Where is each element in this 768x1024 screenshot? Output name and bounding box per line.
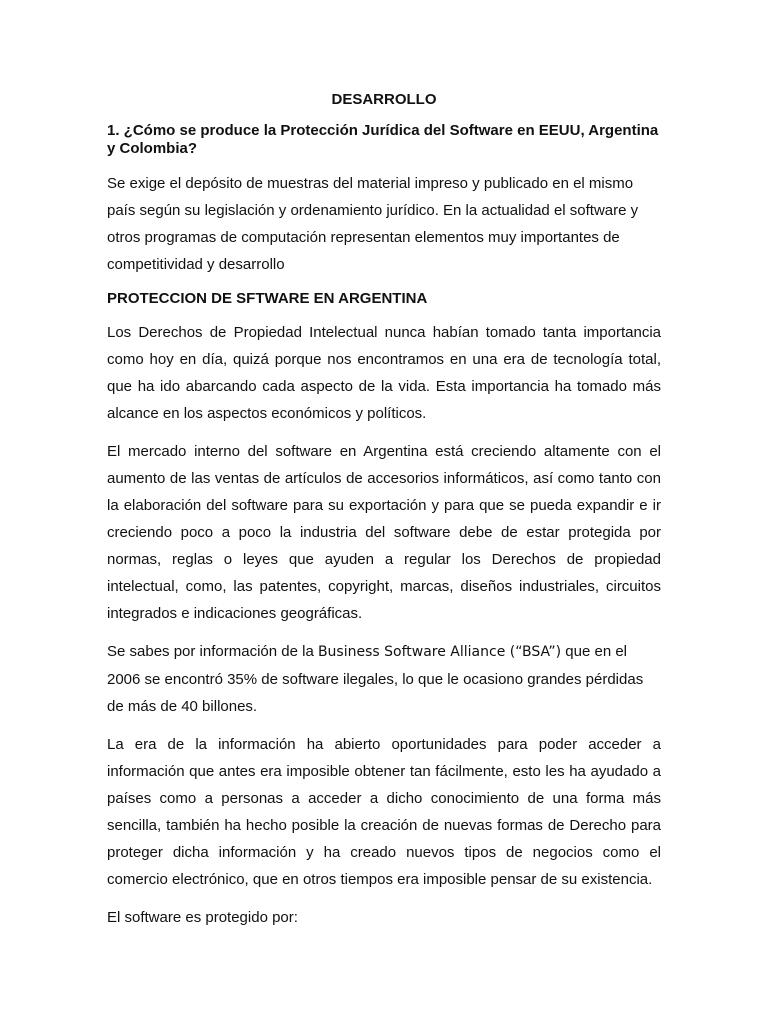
intro-paragraph: Se exige el depósito de muestras del material impreso y publicado en el mismo país según su legislación y ordenamiento jurídico. En la actualidad el software y otros programas de computación representan elementos muy importantes de competitividad y desarrollo [107, 175, 639, 273]
paragraph-intellectual-property: Los Derechos de Propiedad Intelectual nunca habían tomado tanta importancia como hoy en día, quizá porque nos encontramos en una era de tecnología total, que ha ido abarcando cada aspecto de la vida. Esta importancia ha tomado más alcance en los aspectos económicos y políticos. [107, 324, 661, 422]
bsa-text-before: Se sabes por información de la [107, 643, 318, 660]
paragraph-internal-market: El mercado interno del software en Argentina está creciendo altamente con el aumento de las ventas de artículos de accesorios informáticos, así como tanto con la elaboración del software para su exportación y para que se pueda expandir e ir creciendo poco a poco la industria del software debe de estar protegida por normas, reglas o leyes que ayuden a regular los Derechos de propiedad intelectual, como, las patentes, copyright, marcas, diseños industriales, circuitos integrados e indicaciones geográficas. [107, 443, 661, 622]
question-heading: 1. ¿Cómo se produce la Protección Jurídica del Software en EEUU, Argentina y Colombia? [107, 122, 659, 157]
bsa-organization-name: Business Software Alliance (“BSA”) [317, 644, 562, 660]
document-title: DESARROLLO [331, 91, 437, 108]
section-heading: PROTECCION DE SFTWARE EN ARGENTINA [107, 290, 428, 307]
bsa-text-after: que en el 2006 se encontró 35% de software ilegales, lo que le ocasiono grandes pérdidas de más de 40 billones. [107, 643, 644, 715]
closing-line: El software es protegido por: [107, 909, 298, 926]
paragraph-bsa [107, 638, 661, 720]
document-page [107, 90, 661, 942]
paragraph-information-era: La era de la información ha abierto oportunidades para poder acceder a información que antes era imposible obtener tan fácilmente, esto les ha ayudado a países como a personas a acceder a dicho conocimiento de una forma más sencilla, también ha hecho posible la creación de nuevas formas de Derecho para proteger dicha información y ha creado nuevos tipos de negocios como el comercio electrónico, que en otros tiempos era imposible pensar de su existencia. [107, 736, 661, 888]
